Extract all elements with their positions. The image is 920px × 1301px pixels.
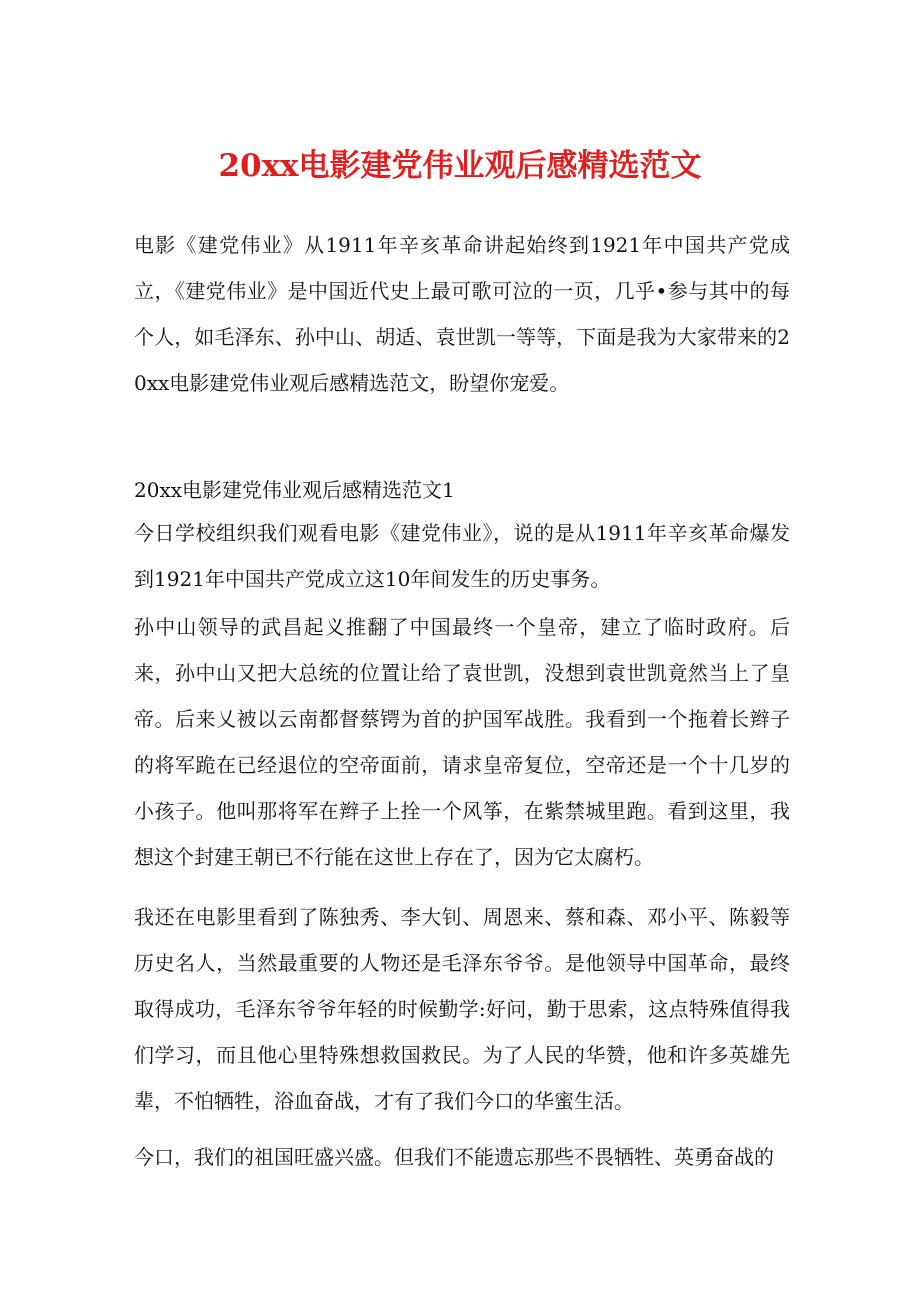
body-paragraph-2: 孙中山领导的武昌起义推翻了中国最终一个皇帝，建立了临时政府。后来，孙中山又把大总统的位置让给了袁世凯，没想到袁世凯竟然当上了皇帝。后来乂被以云南都督蔡锷为首的护国军战胜。我看到一个拖着长辫子的将军跪在已经退位的空帝面前，请求皇帝复位，空帝还是一个十几岁的小孩子。他叫那将军在辫子上拴一个风筝，在紫禁城里跑。看到这里，我想这个封建王朝已不行能在这世上存在了，因为它太腐朽。 — [134, 615, 790, 869]
body-paragraph-3: 我还在电影里看到了陈独秀、李大钊、周恩来、蔡和森、邓小平、陈毅等历史名人，当然最重要的人物还是毛泽东爷爷。是他领导中国革命，最终取得成功，毛泽东爷爷年轻的时候勤学:好问，勤于思索，这点特殊值得我们学习，而且他心里特殊想救国救民。为了人民的华赞，他和许多英雄先辈，不怕牺牲，浴血奋战，才有了我们今口的华蜜生活。 — [134, 905, 790, 1113]
body-paragraph-4: 今口，我们的祖国旺盛兴盛。但我们不能遗忘那些不畏牺牲、英勇奋战的 — [134, 1145, 774, 1169]
body-paragraph-1: 今日学校组织我们观看电影《建党伟业》，说的是从1911年辛亥革命爆发到1921年中国共产党成立这10年间发生的历史事务。 — [134, 521, 790, 591]
section-heading: 20xx电影建党伟业观后感精选范文1 — [134, 478, 455, 502]
intro-paragraph: 电影《建党伟业》从1911年辛亥革命讲起始终到1921年中国共产党成立，《建党伟业》是中国近代史上最可歌可泣的一页，几乎•参与其中的每个人，如毛泽东、孙中山、胡适、袁世凯一等等，下面是我为大家带来的20xx电影建党伟业观后感精选范文，盼望你宠爱。 — [134, 233, 790, 395]
document-title: 20xx电影建党伟业观后感精选范文 — [218, 148, 702, 184]
